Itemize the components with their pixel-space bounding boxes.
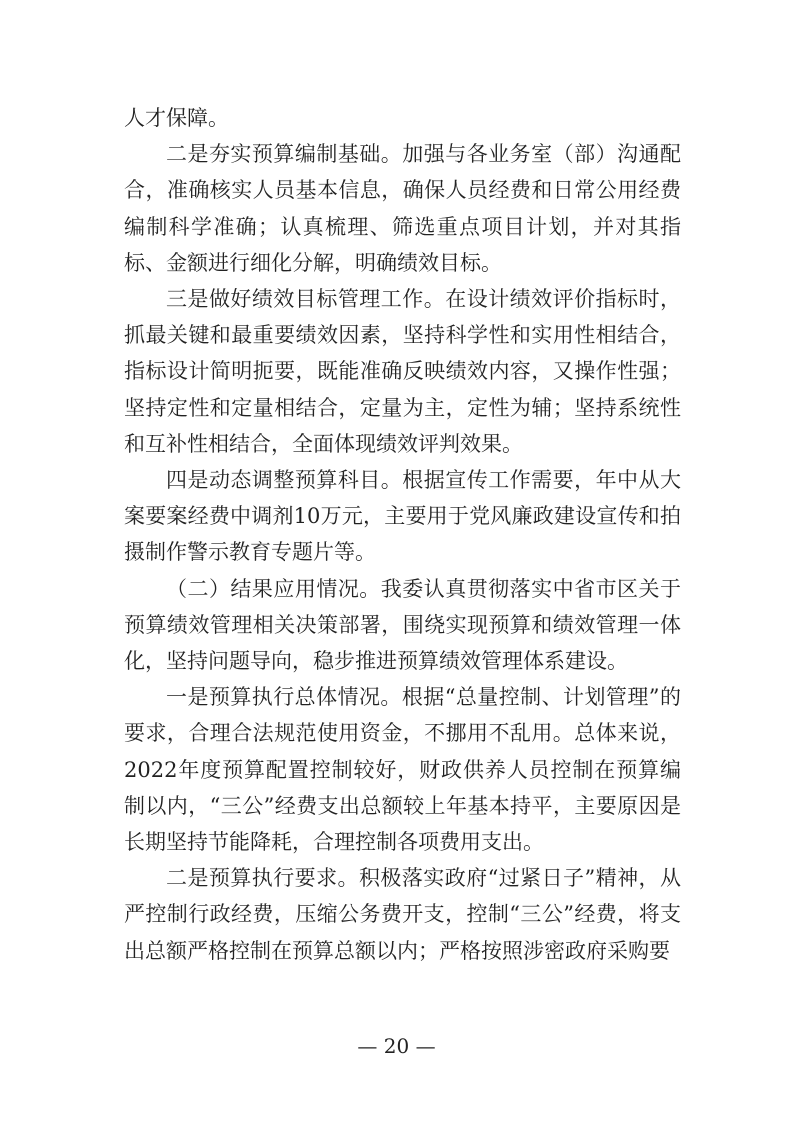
page-number: — 20 — (357, 1034, 436, 1058)
paragraph-result-application: （二）结果应用情况。我委认真贯彻落实中省市区关于预算绩效管理相关决策部署，围绕实现预算和绩效管理一体化，坚持问题导向，稳步推进预算绩效管理体系建设。 (124, 576, 681, 674)
paragraph-budget-adjustment: 四是动态调整预算科目。根据宣传工作需要，年中从大案要案经费中调剂10万元，主要用于党风廉政建设宣传和拍摄制作警示教育专题片等。 (124, 468, 681, 565)
paragraph-budget-foundation: 二是夯实预算编制基础。加强与各业务室（部）沟通配合，准确核实人员基本信息，确保人员经费和日常公用经费编制科学准确；认真梳理、筛选重点项目计划，并对其指标、金额进行细化分解，明确绩效目标。 (124, 142, 681, 275)
paragraph-budget-execution-overview: 一是预算执行总体情况。根据“总量控制、计划管理”的要求，合理合法规范使用资金，不挪用不乱用。总体来说，2022年度预算配置控制较好，财政供养人员控制在预算编制以内，“三公”经费支出总额较上年基本持平，主要原因是长期坚持节能降耗，合理控制各项费用支出。 (124, 685, 681, 855)
body-text (124, 100, 681, 969)
paragraph-budget-execution-requirements: 二是预算执行要求。积极落实政府“过紧日子”精神，从严控制行政经费，压缩公务费开支，控制“三公”经费，将支出总额严格控制在预算总额以内；严格按照涉密政府采购要 (124, 866, 681, 963)
paragraph-talent-guarantee: 人才保障。 (124, 106, 229, 130)
paragraph-performance-goals: 三是做好绩效目标管理工作。在设计绩效评价指标时，抓最关键和最重要绩效因素，坚持科学性和实用性相结合，指标设计简明扼要，既能准确反映绩效内容，又操作性强；坚持定性和定量相结合，定量为主，定性为辅；坚持系统性和互补性相结合，全面体现绩效评判效果。 (124, 287, 681, 456)
